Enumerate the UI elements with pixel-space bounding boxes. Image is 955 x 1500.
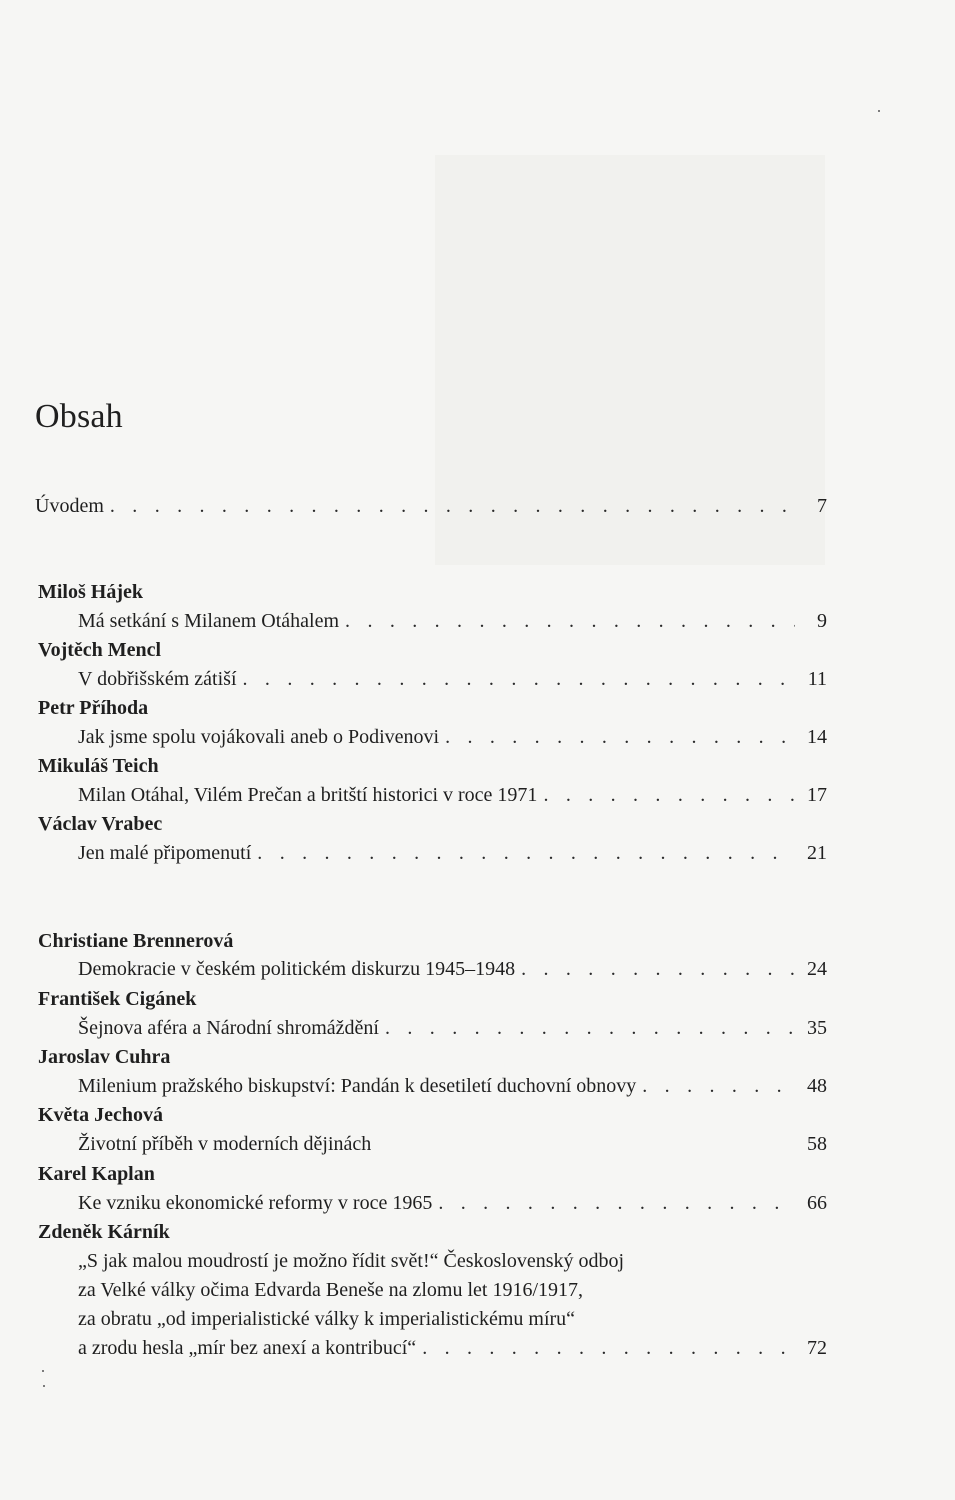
toc-page-number: 7 [817, 495, 827, 517]
dot-leader [257, 839, 795, 867]
toc-entry[interactable] [78, 781, 827, 809]
toc-author: František Cigánek [38, 988, 197, 1010]
dot-leader [438, 1189, 795, 1217]
toc-page-number: 21 [807, 842, 827, 864]
toc-entry[interactable] [78, 723, 827, 751]
toc-entry[interactable] [78, 1072, 827, 1100]
toc-author: Květa Jechová [38, 1104, 163, 1126]
toc-page-number: 11 [807, 668, 827, 690]
toc-entry-title: Má setkání s Milanem Otáhalem [78, 610, 340, 632]
dot-leader [445, 723, 795, 751]
toc-entry-title: Jak jsme spolu vojákovali aneb o Podivenovi [78, 726, 440, 748]
dot-leader [345, 607, 795, 635]
toc-entry[interactable] [78, 607, 827, 635]
toc-author: Christiane Brennerová [38, 930, 234, 952]
page-title: Obsah [35, 398, 123, 435]
toc-entry[interactable] [78, 665, 827, 693]
toc-page-number: 35 [807, 1017, 827, 1039]
dot-leader [543, 781, 795, 809]
toc-entry-title: Životní příběh v moderních dějinách [78, 1133, 372, 1155]
toc-author: Jaroslav Cuhra [38, 1046, 171, 1068]
toc-entry-title-line: „S jak malou moudrostí je možno řídit svět!“ Československý odboj [78, 1250, 625, 1272]
dot-leader [110, 492, 795, 520]
toc-entry-title-line: za Velké války očima Edvarda Beneše na zlomu let 1916/1917, [78, 1279, 584, 1301]
paper-speck [878, 110, 880, 112]
toc-entry-title: a zrodu hesla „mír bez anexí a kontribucí“ [78, 1337, 417, 1359]
toc-page-number: 24 [807, 958, 827, 980]
toc-author: Vojtěch Mencl [38, 639, 162, 661]
toc-entry[interactable] [78, 1014, 827, 1042]
toc-author: Mikuláš Teich [38, 755, 159, 777]
toc-author: Václav Vrabec [38, 813, 163, 835]
toc-entry[interactable] [78, 955, 827, 983]
toc-entry[interactable] [78, 1189, 827, 1217]
dot-leader [385, 1014, 795, 1042]
toc-entry-intro[interactable] [35, 492, 827, 520]
toc-entry-title: Milan Otáhal, Vilém Prečan a britští historici v roce 1971 [78, 784, 538, 806]
toc-entry-title: Úvodem [35, 495, 104, 517]
toc-entry-title: V dobřišském zátiší [78, 668, 237, 690]
toc-entry[interactable] [78, 1130, 827, 1158]
toc-entry-title: Milenium pražského biskupství: Pandán k desetiletí duchovní obnovy [78, 1075, 637, 1097]
toc-entry[interactable] [78, 839, 827, 867]
toc-author: Petr Příhoda [38, 697, 149, 719]
toc-entry[interactable] [78, 1334, 827, 1362]
toc-entry-title: Demokracie v českém politickém diskurzu 1945–1948 [78, 958, 516, 980]
toc-entry-title: Šejnova aféra a Národní shromáždění [78, 1017, 379, 1039]
dot-leader [642, 1072, 795, 1100]
paper-speck [43, 1385, 45, 1387]
dot-leader [422, 1334, 795, 1362]
dot-leader [243, 665, 795, 693]
toc-author: Zdeněk Kárník [38, 1221, 170, 1243]
toc-page-number: 66 [807, 1192, 827, 1214]
toc-page-number: 72 [807, 1337, 827, 1359]
dot-leader [521, 955, 795, 983]
toc-page-number: 17 [807, 784, 827, 806]
toc-author: Karel Kaplan [38, 1163, 155, 1185]
toc-page-number: 14 [807, 726, 827, 748]
toc-page-number: 48 [807, 1075, 827, 1097]
toc-entry-title: Ke vzniku ekonomické reformy v roce 1965 [78, 1192, 433, 1214]
paper-speck [42, 1370, 44, 1372]
toc-entry-title: Jen malé připomenutí [78, 842, 252, 864]
toc-author: Miloš Hájek [38, 581, 143, 603]
toc-entry-title-line: za obratu „od imperialistické války k imperialistickému míru“ [78, 1308, 576, 1330]
toc-page-number: 9 [817, 610, 827, 632]
toc-page-number: 58 [807, 1133, 827, 1155]
